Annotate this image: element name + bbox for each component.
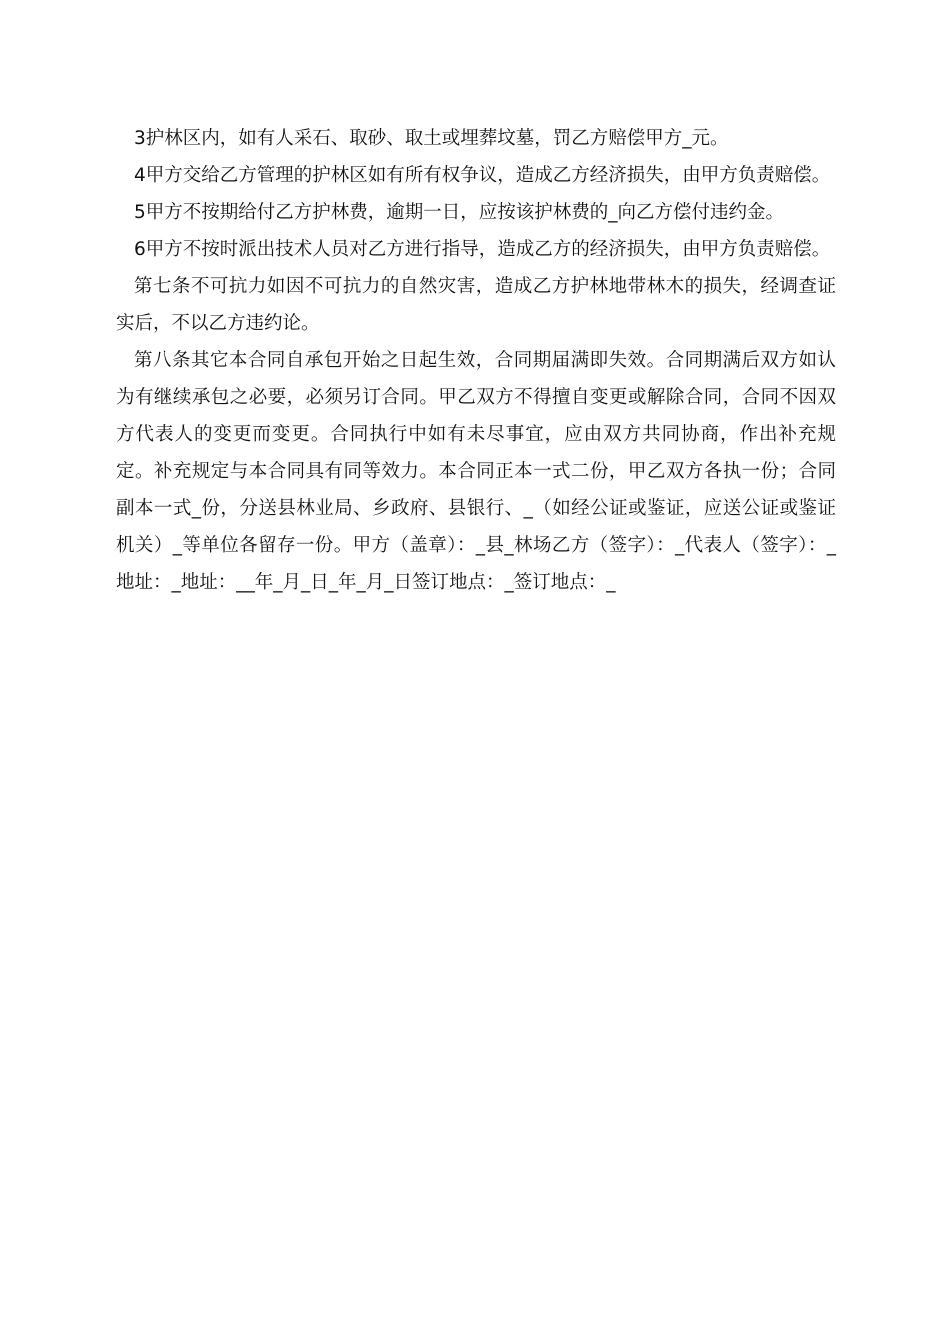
article-7-paragraph: 第七条不可抗力如因不可抗力的自然灾害，造成乙方护林地带林木的损失，经调查证实后，不以乙方违约论。 bbox=[116, 276, 836, 334]
document-body bbox=[116, 120, 836, 601]
article-8-paragraph: 第八条其它本合同自承包开始之日起生效，合同期届满即失效。合同期满后双方如认为有继续承包之必要，必须另订合同。甲乙双方不得擅自变更或解除合同，合同不因双方代表人的变更而变更。合同执行中如有未尽事宜，应由双方共同协商，作出补充规定。补充规定与本合同具有同等效力。本合同正本一式二份，甲乙双方各执一份；合同副本一式_份，分送县林业局、乡政府、县银行、_（如经公证或鉴证，应送公证或鉴证机关）_等单位各留存一份。甲方（盖章）：_县_林场乙方（签字）：_代表人（签字）：_地址：_地址：__年_月_日_年_月_日签订地点：_签订地点：_ bbox=[116, 350, 836, 593]
clause-5-paragraph: 5甲方不按期给付乙方护林费，逾期一日，应按该护林费的_向乙方偿付违约金。 bbox=[134, 202, 785, 223]
clause-3-paragraph: 3护林区内，如有人采石、取砂、取土或埋葬坟墓，罚乙方赔偿甲方_元。 bbox=[134, 128, 729, 149]
clause-4-paragraph: 4甲方交给乙方管理的护林区如有所有权争议，造成乙方经济损失，由甲方负责赔偿。 bbox=[134, 165, 831, 186]
clause-6-paragraph: 6甲方不按时派出技术人员对乙方进行指导，造成乙方的经济损失，由甲方负责赔偿。 bbox=[134, 239, 831, 260]
